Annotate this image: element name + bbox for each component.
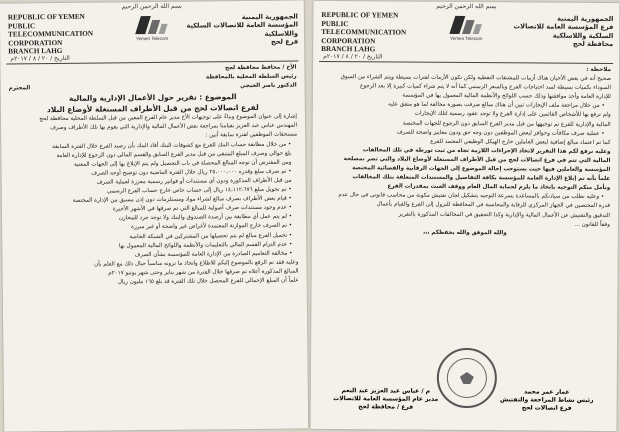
list-item: • مخالفة التعاميم الصادرة من الإدارة العامة للمؤسسة بشأن الصرف bbox=[134, 250, 293, 258]
paragraph-line: وفقاً للقانون ... bbox=[574, 221, 610, 228]
list-item: بلغ حوالي وصرف المبلغ المتبقي من قبل مدير الفرع السابق والقسم المالي دون الرجوع للإدارة العامة bbox=[56, 150, 292, 159]
header-en-line: BRANCH LAHG bbox=[8, 47, 63, 56]
signatory-branch: فرع اتصالات لحج bbox=[521, 404, 572, 412]
paragraph-line: المالية التي تتم في فرع اتصالات لحج من قبل الأطراف المستغلة لأوضاع البلاد والتي تضر بمصلحة bbox=[343, 156, 611, 164]
letter-date: التاريخ / ٢٠ / ٨ / ٢٠١٧م bbox=[323, 53, 383, 61]
letter-body bbox=[320, 65, 611, 240]
list-item: • عدم التزام القسم المالي بالتعليمات والأنظمة واللوائح المالية المعمول بها bbox=[118, 241, 293, 249]
addressee-line: رئيس السلطة المحلية بالمحافظة bbox=[205, 73, 297, 81]
header-en-line: BRANCH LAHG bbox=[321, 45, 376, 54]
letter-date: التاريخ / ٢٠ / ٨ / ٢٠١٧م bbox=[10, 54, 70, 63]
paragraph-line: وعليه فقد تم الرفع بالموضوع إليكم للاطلاع واتخاذ ما ترونه مناسباً حيال ذلك مع العلم بأن bbox=[94, 259, 299, 268]
header-ar-line: فرع لحج bbox=[270, 37, 299, 46]
header-en-line: CORPORATION bbox=[8, 38, 63, 48]
paragraph-line: كما تم اعتماد مبالغ إضافية لبعض العاملين خارج الهيكل الوظيفي المعتمد للفرع bbox=[430, 138, 611, 146]
list-item: • تم صرف مبلغ وقدره ٢٥،٠٠٠،٠٠٠ ريال خلال الفترة الماضية دون توضيح أوجه الصرف bbox=[91, 168, 292, 177]
header-ar-line: الجمهورية اليمنية bbox=[241, 12, 298, 22]
paragraph-line: ونأمل منكم التوجيه باتخاذ ما يلزم لحماية المال العام ووقف العبث بمقدرات الفرع bbox=[387, 183, 611, 192]
list-item: • عدم وجود مستندات صرف أصولية للمبالغ التي تم صرفها في الأشهر الأخيرة bbox=[112, 204, 292, 213]
paragraph-line: وعليه نرفع لكم هذا التقرير لاتخاذ الإجراءات اللازمة تجاه من ثبت تورطه في تلك المخالفات bbox=[362, 147, 611, 155]
signatory-name: م / عباس عبد العزيز عبد النعم bbox=[341, 387, 431, 395]
header-ar-line: الجمهورية اليمنية bbox=[557, 14, 614, 24]
letterhead bbox=[313, 1, 619, 61]
signatory-name: عمار عمر محمد bbox=[524, 388, 570, 396]
paragraph-line: التدقيق والتفتيش عن الأعمال المالية والإدارية وكذا التحقيق في المخالفات المذكورة بالتقرير bbox=[398, 211, 611, 219]
signature-block-right bbox=[487, 388, 607, 413]
list-item: • تم الصرف خارج الموازنة المعتمدة لأغراض غير واضحة أو غير مبررة bbox=[131, 222, 293, 231]
signature-block-left bbox=[321, 387, 451, 412]
header-en-line: REPUBLIC OF YEMEN bbox=[7, 12, 85, 22]
logo-caption: Yemen Telecom bbox=[135, 35, 169, 42]
notes-title: ملاحظة : bbox=[586, 66, 612, 74]
letterhead-english bbox=[321, 11, 431, 55]
header-en-line: CORPORATION bbox=[321, 36, 376, 46]
paragraph-line: ولم ترفع بها للأشخاص القائمين على إدارة الفرع ولا توجد عقود رسمية لتلك الإيجارات bbox=[414, 111, 611, 119]
stamp-inner-ring bbox=[447, 358, 487, 398]
paragraph-line: المؤسسة والعاملين فيها حيث يستوجب إحالة الموضوع إلى الجهات الرقابية والقضائية المختصة bbox=[352, 165, 611, 174]
logo-icon bbox=[132, 14, 172, 36]
signatory-title: رئيس نشاط المراجعة والتفتيش bbox=[499, 396, 594, 404]
list-item: • تم تحويل مبلغ ١٤،١١٢،٦٧٦ ريال إلى حساب خاص خارج حساب الفرع الرسمي bbox=[107, 186, 292, 195]
paragraph-line: المالية والإدارية للفرع تم توجيهها من قبل مدير الفرع السابق دون الرجوع للجهات المختصة bbox=[402, 120, 611, 128]
addressee-line: الدكتور ناصر الخبجي bbox=[240, 82, 297, 90]
list-item: • تحميل الفرع مبالغ لم يتم تحصيلها من المشتركين في الشبكة الخاصة bbox=[129, 232, 293, 240]
salutation: المحترم bbox=[8, 85, 31, 92]
signatory-branch: فرع / محافظة لحج bbox=[358, 403, 414, 411]
list-item: ومن المفترض أن توجه المبالغ المحصلة في باب التحصيل ولم يتم الإبلاغ بها إلى الجهات المعنية bbox=[73, 159, 292, 168]
closing-line: والله الموفق والله يحفظكم ،،، bbox=[422, 229, 507, 236]
letterhead-english bbox=[8, 12, 118, 56]
subject-line: لفرع اتصالات لحج من قبل الأطراف المستغلة لأوضاع البلاد bbox=[46, 103, 259, 115]
paragraph-line: صحيح أنه في بعض الأحيان هناك أزمات للمشتقات النفطية ولكن تكون الأزمات لفترات بسيطة ويتم الشراء من السوق bbox=[340, 74, 611, 83]
document-page-left bbox=[0, 0, 308, 431]
logo-icon bbox=[446, 14, 486, 36]
paragraph-line: السوداء بكميات بسيطة لسد احتياجات الفرع وبالسعر الرسمي كما أنه لا يتم شراء كميات كبيرة إلا بعد الرجوع bbox=[360, 83, 611, 92]
paragraph-line: المبالغ المذكورة أعلاه تم صرفها خلال الفترة من شهر يناير وحتى شهر يونيو ٢٠١٧م bbox=[108, 268, 299, 277]
logo-caption: Yemen Telecom bbox=[450, 35, 483, 42]
eagle-emblem-icon bbox=[460, 372, 474, 384]
list-item: • من خلال مطابقة حساب البنك للفرع مع كشوفات البنك أفاد البنك بأن رصيد الفرع خلال الفترة السابقة bbox=[52, 141, 292, 150]
addressee-line: الأخ / محافظ محافظة لحج bbox=[224, 64, 297, 72]
header-divider bbox=[319, 61, 613, 64]
header-ar-line: فرع المؤسسة العامة للاتصالات السلكية واللاسلكية bbox=[513, 22, 614, 40]
paragraph-line: قدرة المختصين في الجهاز المركزي للرقابة والمحاسبة في المحافظة للنزول إلى الفرع والقيام بأعمال bbox=[376, 201, 611, 210]
header-ar-line: المؤسسة العامة للاتصالات السلكية واللاسلكية bbox=[186, 20, 299, 38]
header-ar-line: محافظة لحج bbox=[572, 39, 614, 49]
paragraph-line: إشارة إلى عنوان الموضوع وبناءً على توجيهات الأخ مدير عام الفرع المعين من قبل السلطة المحلية محافظة لحج bbox=[39, 113, 298, 123]
paragraph-line: علماً أن المبلغ الإجمالي للفرع المحصل خلال تلك الفترة قد بلغ ١٦٥ مليون ريال bbox=[117, 277, 299, 286]
list-item: من قبل الأطراف المذكورة ودون أي مستندات أو فواتير رسمية معززة لعملية الصرف bbox=[96, 177, 292, 186]
list-item: • من خلال مراجعة ملف الإيجارات تبين أن هناك مبالغ صرفت بصورة مخالفة لما هو متفق عليه bbox=[388, 101, 605, 110]
signatory-title: مدير عام المؤسسة العامة للاتصالات bbox=[333, 395, 439, 403]
paragraph-line: للإدارة العامة وأخذ موافقتها وذلك حسب اللوائح والأنظمة المالية المعمول بها في المؤسسة bbox=[402, 92, 611, 101]
list-item: • لم يتم عمل أي مطابقة بين أرصدة الصندوق والبنك ولا توجد جرد للمخازن bbox=[118, 213, 293, 222]
yemen-telecom-logo bbox=[129, 14, 175, 41]
list-item: • قيام بعض الأطراف بصرف مبالغ لشراء مواد ومستلزمات دون إذن مسبق من الإدارة المختصة bbox=[72, 195, 292, 204]
header-en-line: REPUBLIC OF YEMEN bbox=[321, 10, 399, 20]
subject-line: الموضوع : تقرير حول الأعمال الإدارية والمالية bbox=[68, 92, 237, 104]
header-en-line: PUBLIC TELECOMMUNICATION bbox=[7, 21, 94, 39]
document-page-right bbox=[311, 1, 620, 431]
yemen-telecom-logo bbox=[443, 14, 489, 41]
letterhead bbox=[0, 0, 304, 61]
list-item: • وعليه نطلب من سيادتكم بالمساعدة بسرعة التوجيه بتشكيل لجان تفتيش مكونة من محاسب قانوني في حال عدم bbox=[338, 192, 605, 201]
paragraph-line: علماً بأنه تم إبلاغ الإدارة العامة للمؤسسة بكافة التفاصيل والمستندات المتعلقة بتلك المخالفات bbox=[352, 174, 611, 183]
paragraph-line: المهندس عباس عبد العزيز بقيامنا بمراجعة بعض الأعمال المالية والإدارية التي يقوم بها تلك الأطراف وصرف bbox=[50, 122, 298, 132]
letterhead-arabic bbox=[497, 14, 613, 48]
list-item: • عملية صرف مكافآت وحوافز لبعض الموظفين دون وجه حق ودون معايير واضحة للصرف bbox=[396, 129, 605, 137]
basmala: بسم الله الرحمن الرحيم bbox=[121, 2, 182, 11]
letterhead-arabic bbox=[182, 12, 298, 47]
paragraph-line: مستحقات الموظفين لفترة سابقة أبين : bbox=[205, 131, 298, 139]
header-en-line: PUBLIC TELECOMMUNICATION bbox=[321, 19, 407, 37]
basmala: بسم الله الرحمن الرحيم bbox=[436, 2, 497, 11]
letter-body bbox=[8, 65, 298, 290]
